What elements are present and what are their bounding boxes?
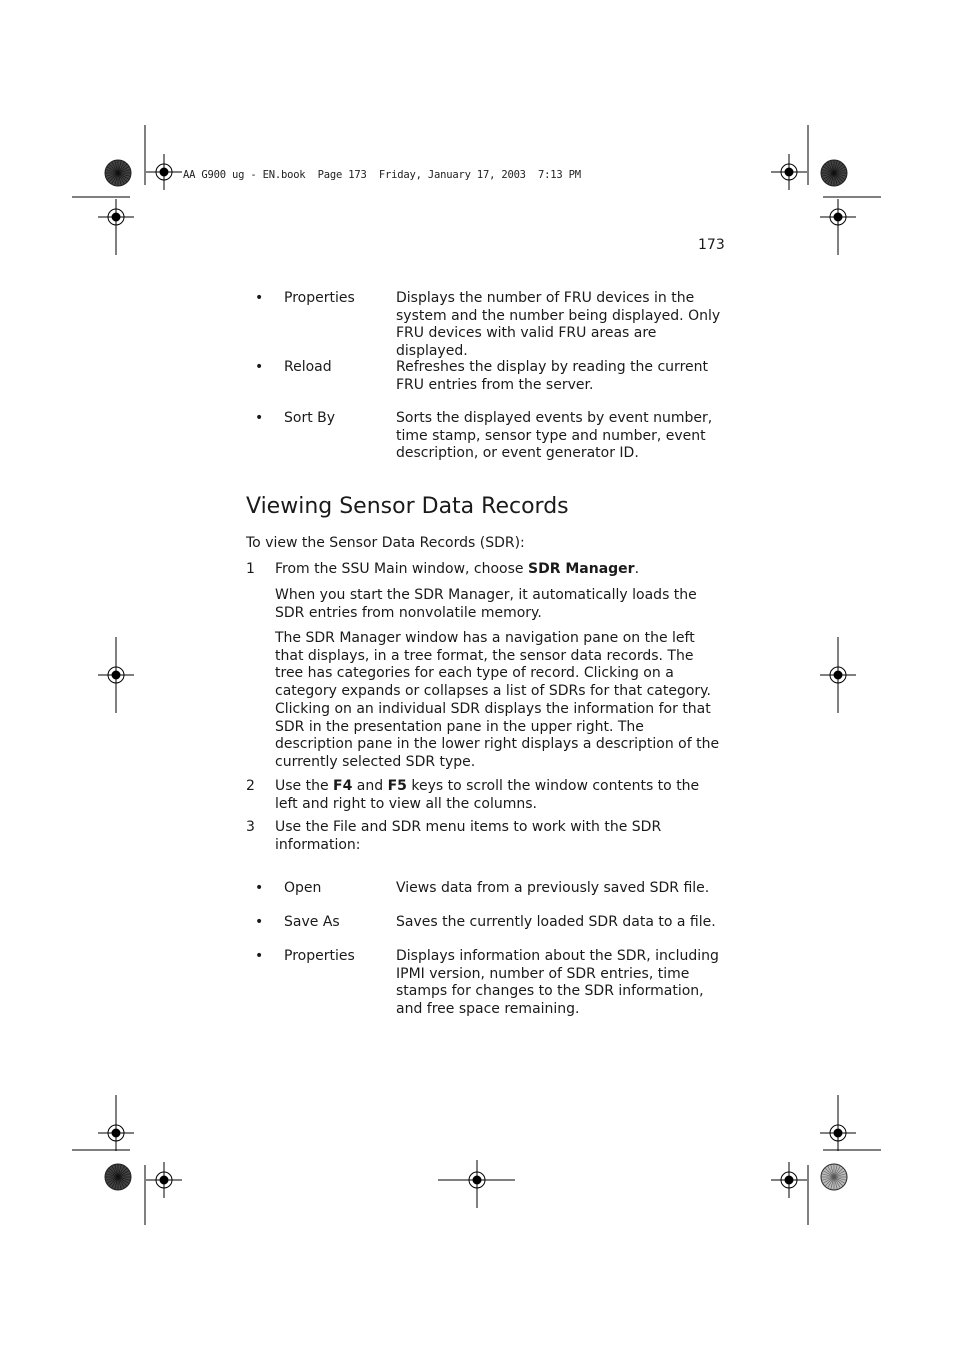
step-number: 3 (246, 819, 255, 835)
step-text-part: and (352, 778, 388, 794)
key-name: F5 (387, 778, 407, 794)
registration-mark-icon (98, 199, 134, 235)
step-paragraph: When you start the SDR Manager, it automatically loads the SDR entries from nonvolatile memory. (275, 587, 697, 621)
step-text: Use the File and SDR menu items to work with the SDR information: (275, 819, 662, 853)
step-paragraph: The SDR Manager window has a navigation pane on the left that displays, in a tree format, the sensor data records. The tree has categories for each type of record. Clicking on a category expands or collapses a list of SDRs for that category. Clicking on an individual SDR displays the information for that SDR in the presentation pane in the upper right. The description pane in the lower right displays a description of the currently selected SDR type. (275, 630, 720, 770)
option-description: Refreshes the display by reading the current FRU entries from the server. (396, 359, 708, 393)
registration-mark-icon (98, 1115, 134, 1151)
bullet: • (255, 410, 264, 426)
option-description: Views data from a previously saved SDR file. (396, 880, 710, 896)
option-description: Sorts the displayed events by event number, time stamp, sensor type and number, event description, or event generator ID. (396, 410, 713, 462)
step-text-part: Use the (275, 778, 334, 794)
step-text-part: From the SSU Main window, choose (275, 561, 528, 577)
registration-mark-icon (820, 199, 856, 235)
registration-mark-icon (771, 1162, 807, 1198)
bullet: • (255, 359, 264, 375)
option-term: Properties (284, 948, 355, 964)
menu-command: SDR Manager (527, 561, 635, 577)
running-header: AA G900 ug - EN.book Page 173 Friday, January 17, 2003 7:13 PM (183, 169, 581, 181)
option-description: Displays information about the SDR, including IPMI version, number of SDR entries, time stamps for changes to the SDR information, and free space remaining. (396, 948, 719, 1018)
step-text-part: keys to scroll the window contents to the left and right to view all the columns. (275, 778, 700, 812)
page-number: 173 (698, 237, 725, 253)
option-term: Sort By (284, 410, 336, 426)
bullet: • (255, 948, 264, 964)
option-term: Save As (284, 914, 340, 930)
bullet: • (255, 880, 264, 896)
intro-text: To view the Sensor Data Records (SDR): (246, 535, 525, 551)
color-target-icon (821, 1164, 847, 1190)
step-text-part: . (634, 561, 640, 577)
option-description: Displays the number of FRU devices in the system and the number being displayed. Only FRU devices with valid FRU areas are displayed. (396, 290, 721, 360)
option-description: Saves the currently loaded SDR data to a file. (396, 914, 716, 930)
registration-mark-icon (146, 154, 182, 190)
color-target-icon (105, 1164, 131, 1190)
option-term: Open (284, 880, 322, 896)
option-term: Reload (284, 359, 332, 375)
step-text (275, 778, 725, 813)
option-term: Properties (284, 290, 355, 306)
registration-mark-icon (146, 1162, 182, 1198)
registration-mark-icon (820, 1115, 856, 1151)
key-name: F4 (333, 778, 353, 794)
registration-mark-icon (771, 154, 807, 190)
step-number: 1 (246, 561, 255, 577)
section-title: Viewing Sensor Data Records (246, 494, 569, 519)
step-text (275, 561, 725, 579)
bullet: • (255, 290, 264, 306)
color-target-icon (821, 160, 847, 186)
step-number: 2 (246, 778, 255, 794)
bullet: • (255, 914, 264, 930)
color-target-icon (105, 160, 131, 186)
